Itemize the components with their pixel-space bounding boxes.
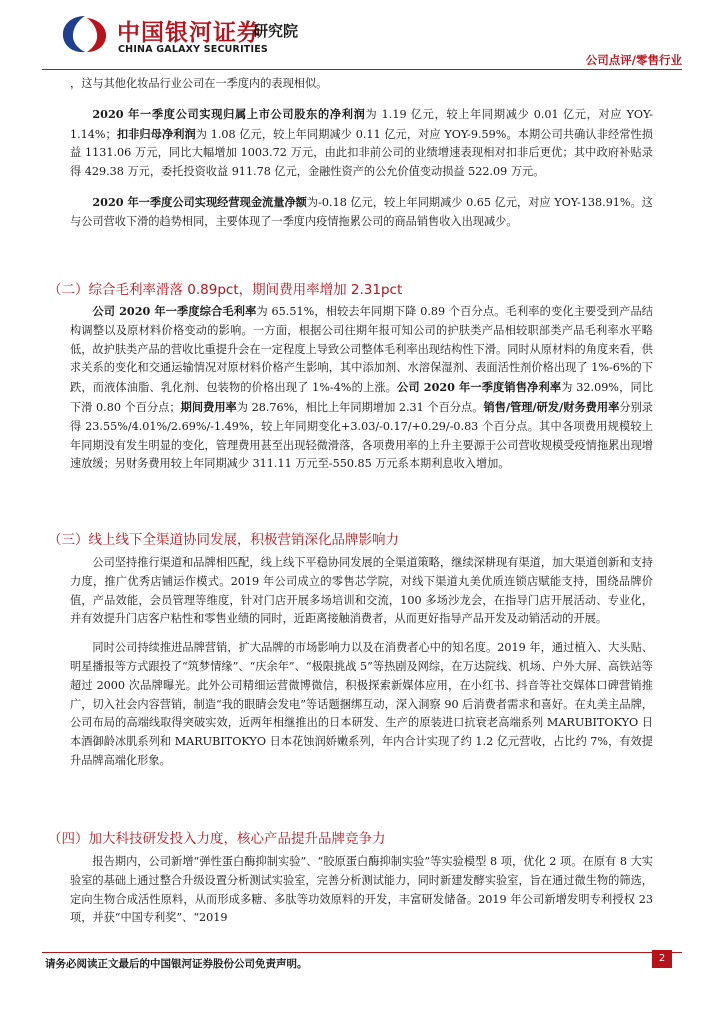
report-header — [0, 0, 724, 72]
section-title-channels: （三）线上线下全渠道协同发展，积极营销深化品牌影响力 — [48, 532, 399, 548]
section-margin-body — [70, 302, 653, 474]
paragraph-text: 为-0.18 亿元，较上年同期减少 0.65 亿元，对应 YOY-138.91%。这与公司营收下滑的趋势相同，主要体现了一季度内疫情拖累公司的商品销售收入出现减少。 — [70, 195, 653, 228]
bold-term: 2020 年一季度公司实现归属上市公司股东的净利润 — [92, 106, 366, 121]
paragraph-text: 为 32.09%，同比下滑 0.80 个百分点； — [70, 381, 654, 414]
page-number: 2 — [652, 950, 672, 968]
section-title-margin: （二）综合毛利率滑落 0.89pct，期间费用率增加 2.31pct — [48, 282, 403, 298]
opening-paragraphs — [70, 75, 653, 243]
section-rnd-body — [70, 853, 653, 928]
paragraph-channels: 公司坚持推行渠道和品牌相匹配，线上线下平稳协同发展的全渠道策略，继续深耕现有渠道，加大渠道创新和支持力度，推广优秀店铺运作模式。2019 年公司成立的零售芯学院，对线下渠道丸美优质连锁店赋能支持，围绕品牌价值，产品效能，会员管理等维度，针对门店开展多场培训和交流，100 多场沙龙会，在指导门店开展活动、专业化，并有效提升门店客户粘性和零售业绩的同时，近距离接触消费者，从而更好指导产品开发及动销活动的开展。 — [70, 556, 653, 626]
paragraph-text: 分别录得 23.55%/4.01%/2.69%/-1.49%，较上年同期变化+3.03/-0.17/+0.29/-0.83 个百分点。其中各项费用规模较上年同期没有发生明显的变化，管理费用甚至出现轻微滑落，各项费用率的上升主要源于公司营收规模受疫情拖累出现增速放缓；另财务费用较上年同期减少 311.11 万元至-550.85 万元系本期利息收入增加。 — [70, 400, 653, 471]
section-channels-body — [70, 554, 653, 771]
logo-chinese-name: 中国银河证券 — [117, 20, 261, 46]
paragraph-rnd: 报告期内，公司新增“弹性蛋白酶抑制实验”、“胶原蛋白酶抑制实验”等实验模型 8 项，优化 2 项。在原有 8 大实验室的基础上通过整合升级设置分析测试实验室，完善分析测试能力，同时新建发酵实验室，旨在通过微生物的筛选，定向生物合成活性原料，从而形成多糖、多肽等功效原料的开发，丰富研发储备。2019 年公司新增发明专利授权 23 项，并获“中国专利奖”、“2019 — [70, 855, 653, 925]
bold-term: 扣非归母净利润 — [116, 126, 196, 141]
logo-english-name: CHINA GALAXY SECURITIES — [118, 44, 268, 55]
bold-term: 销售/管理/研发/财务费用率 — [483, 399, 620, 414]
header-divider — [42, 69, 682, 70]
document-type-label: 公司点评/零售行业 — [585, 53, 682, 67]
bold-term: 2020 年一季度公司实现经营现金流量净额 — [92, 194, 307, 209]
paragraph-text: 为 1.19 亿元，较上年同期减少 0.01 亿元，对应 YOY-1.14%； — [70, 107, 653, 141]
section-title-rnd: （四）加大科技研发投入力度，核心产品提升品牌竞争力 — [48, 831, 386, 847]
paragraph-text: 为 28.76%，相比上年同期增加 2.31 个百分点。 — [236, 400, 484, 414]
paragraph-net-profit — [70, 105, 653, 182]
paragraph-text: 为 1.08 亿元，较上年同期减少 0.11 亿元，对应 YOY-9.59%。本期公司共确认非经常性损益 1131.06 万元，同比大幅增加 1003.72 万元，由此扣非前公司的业绩增速表现相对扣非后更优；其中政府补贴录得 429.38 万元，委托投资收益 911.78 亿元，金融性资产的公允价值变动损益 522.09 万元。 — [70, 127, 653, 179]
paragraph-text: 为 65.51%，相较去年同期下降 0.89 个百分点。毛利率的变化主要受到产品结构调整以及原材料价格变动的影响。一方面，根据公司往期年报可知公司的护肤类产品相较职部类产品毛利率水平略低，故护肤类产品的营收比重提升会在一定程度上导致公司整体毛利率出现结构性下滑。同时从原材料的角度来看，供求关系的变化和交通运输情况对原材料价格产生影响，其中添加剂、水溶保湿剂、表面活性剂价格出现了 1%-6%的下跌，而液体油脂、乳化剂、包装物的价格出现了 1%-4%的上涨。 — [70, 305, 653, 395]
bold-term: 期间费用率 — [180, 399, 237, 414]
bold-term: 公司 2020 年一季度综合毛利率 — [92, 304, 257, 318]
paragraph-text: ，这与其他化妆品行业公司在一季度内的表现相似。 — [70, 77, 328, 90]
footer-disclaimer: 请务必阅读正文最后的中国银河证券股份公司免责声明。 — [45, 958, 308, 970]
galaxy-logo-icon — [60, 14, 110, 54]
paragraph-margin — [70, 302, 653, 474]
paragraph-cash-flow — [70, 193, 653, 232]
paragraph-continuation — [70, 75, 653, 94]
paragraph-marketing: 同时公司持续推进品牌营销，扩大品牌的市场影响力以及在消费者心中的知名度。2019 年，通过植入、大头贴、明星播报等方式跟投了“筑梦情缘”、“庆余年”、“极限挑战 5”等热剧及网综，在万达院线、机场、户外大屏、高铁站等超过 2000 次品牌曝光。此外公司精细运营微博微信，积极探索新媒体应用，在小红书、抖音等社交媒体口碑营销推广，切入社会内容营销，制造“我的眼睛会发电”等话题捆绑互动，深入洞察 90 后消费者需求和喜好。在丸美主品牌，公司布局的高端线取得突破实效，近两年相继推出的日本研发、生产的原装进口抗衰老高端系列 MARUBITOKYO 日本酒御龄冰肌系列和 MARUBITOKYO 日本花蚀润娇嫩系列，年内合计实现了约 1.2 亿元营收，占比约 7%，有效提升品牌高端化形象。 — [70, 641, 653, 767]
footer-divider — [42, 952, 682, 953]
research-institute-label: 研究院 — [253, 22, 299, 40]
bold-term: 公司 2020 年一季度销售净利率 — [397, 380, 562, 395]
